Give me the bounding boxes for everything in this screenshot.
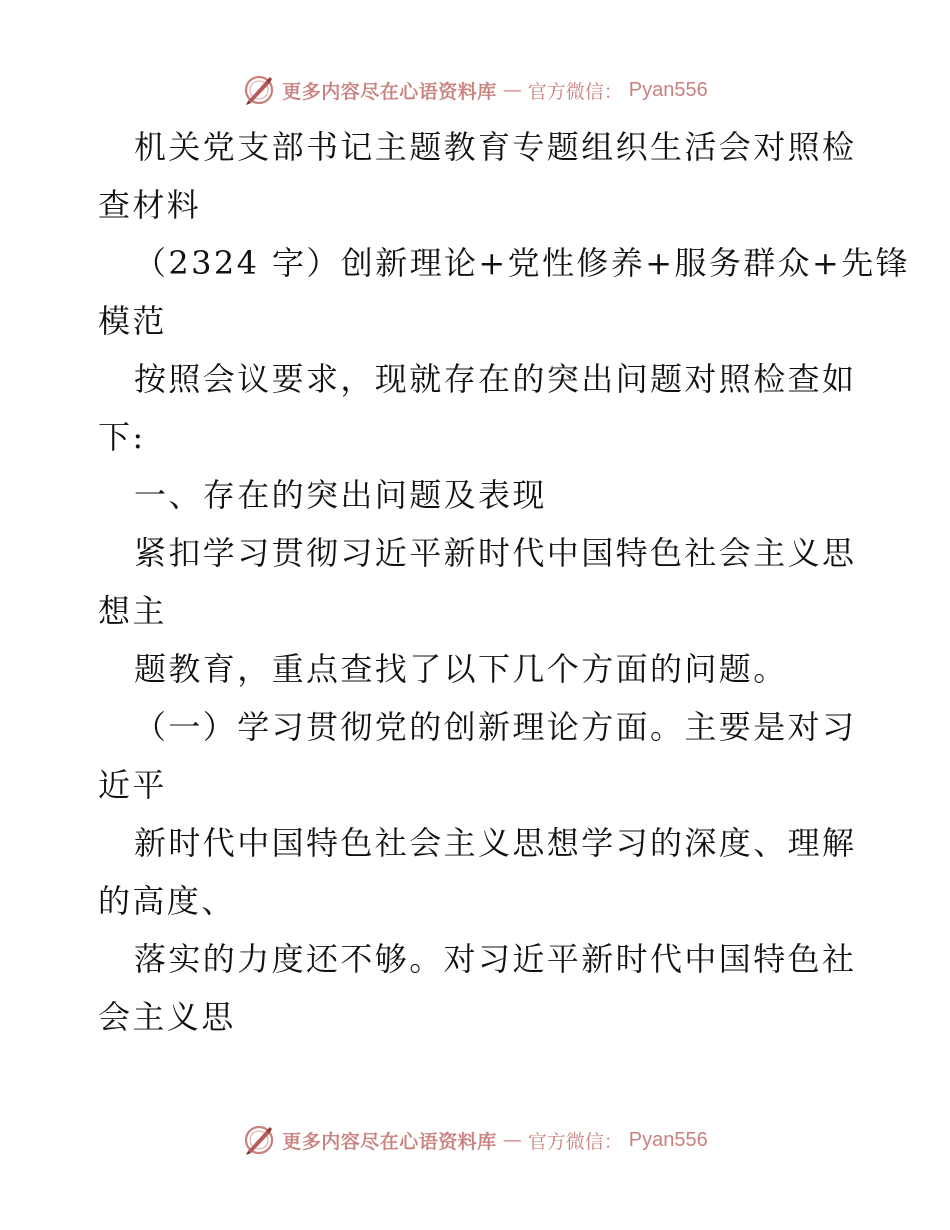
doc-paragraph-line: 落实的力度还不够。对习近平新时代中国特色社	[134, 940, 857, 978]
footer-banner	[0, 1120, 950, 1160]
doc-paragraph-line: 题教育，重点查找了以下几个方面的问题。	[134, 650, 788, 688]
banner-title: 更多内容尽在心语资料库	[282, 1130, 497, 1153]
doc-paragraph-line: 按照会议要求，现就存在的突出问题对照检查如	[134, 360, 857, 398]
doc-section-heading: 一、存在的突出问题及表现	[134, 476, 547, 514]
banner-separator: —	[502, 79, 522, 101]
doc-paragraph-line: 近平	[98, 766, 167, 804]
doc-paragraph-line: 会主义思	[98, 998, 236, 1036]
banner-wechat-label: 官方微信：	[527, 1130, 623, 1153]
doc-paragraph-line: 紧扣学习贯彻习近平新时代中国特色社会主义思	[134, 534, 857, 572]
doc-subsection-heading: （一）学习贯彻党的创新理论方面。主要是对习	[134, 708, 857, 746]
banner-wechat-id: Pyan556	[628, 78, 708, 101]
pen-circle-logo-icon	[242, 73, 276, 107]
header-banner	[0, 70, 950, 110]
banner-wechat-label: 官方微信：	[527, 80, 623, 103]
banner-separator: —	[502, 1129, 522, 1151]
banner-wechat-id: Pyan556	[628, 1128, 708, 1151]
document-body	[98, 118, 911, 1046]
banner-title: 更多内容尽在心语资料库	[282, 80, 497, 103]
footer-banner-content	[242, 1123, 708, 1157]
doc-paragraph-line: 想主	[98, 592, 167, 630]
doc-paragraph-line: 新时代中国特色社会主义思想学习的深度、理解	[134, 824, 857, 862]
doc-subtitle-line-1: （2324 字）创新理论+党性修养+服务群众+先锋	[134, 244, 911, 282]
doc-title-line-1: 机关党支部书记主题教育专题组织生活会对照检	[134, 128, 857, 166]
doc-paragraph-line: 的高度、	[98, 882, 236, 920]
header-banner-content	[242, 73, 708, 107]
doc-paragraph-line: 下:	[98, 418, 146, 456]
doc-subtitle-line-2: 模范	[98, 302, 167, 340]
doc-title-line-2: 查材料	[98, 186, 202, 224]
pen-circle-logo-icon	[242, 1123, 276, 1157]
